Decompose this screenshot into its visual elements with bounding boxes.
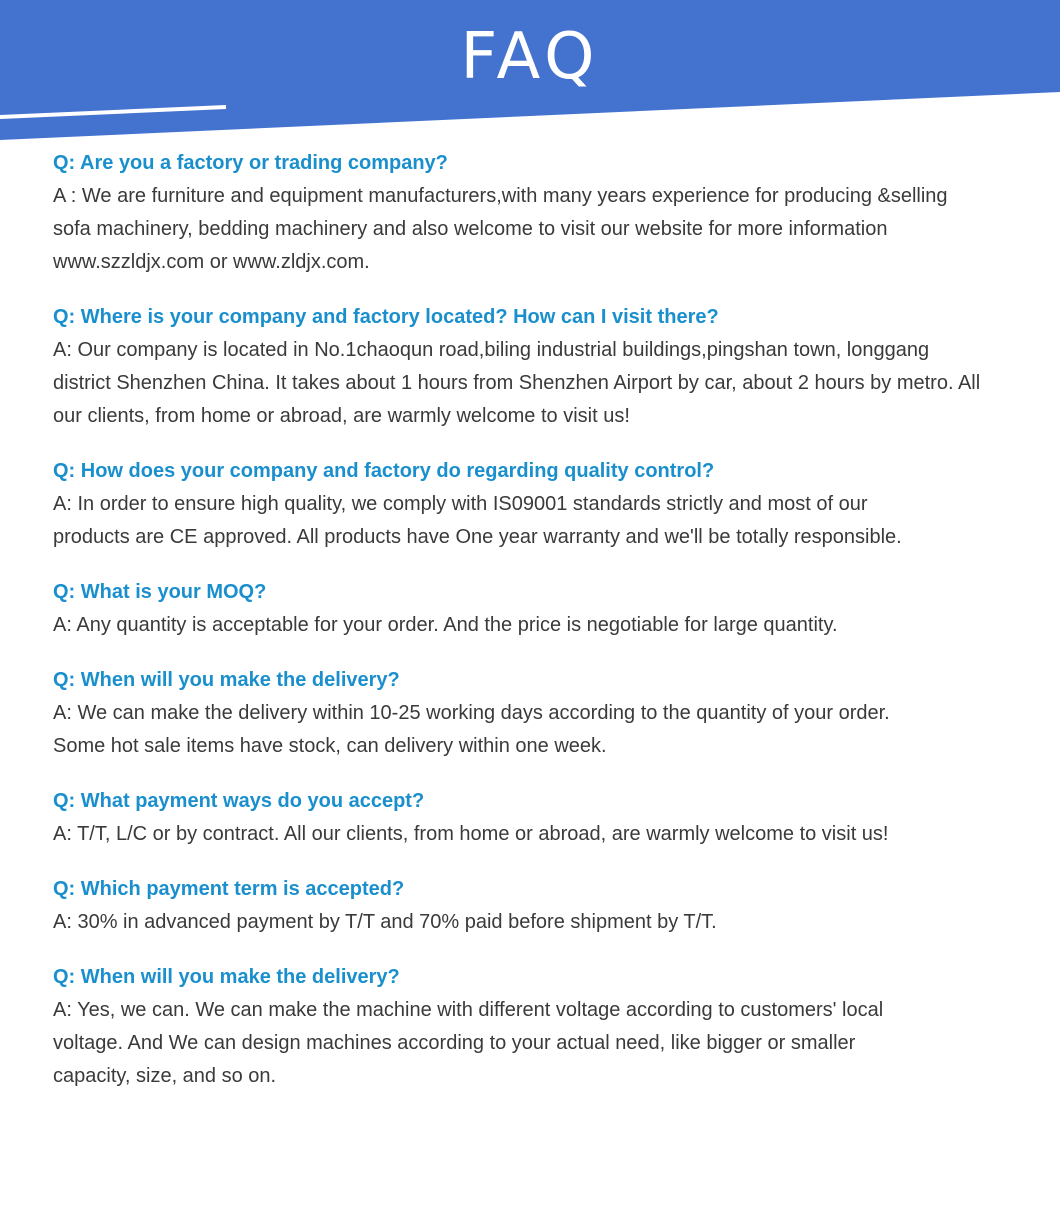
faq-answer: A: 30% in advanced payment by T/T and 70% paid before shipment by T/T. (53, 911, 717, 933)
faq-item (53, 301, 1013, 433)
faq-question: Q: How does your company and factory do regarding quality control? (53, 460, 715, 482)
faq-answer: A: We can make the delivery within 10-25 working days according to the quantity of your order. Some hot sale items have stock, can delivery within one week. (53, 702, 890, 757)
faq-item (53, 455, 1013, 554)
faq-item (53, 961, 1013, 1093)
faq-item (53, 576, 1013, 642)
faq-item (53, 664, 1013, 763)
faq-answer: A : We are furniture and equipment manufacturers,with many years experience for producing &selling sofa machinery, bedding machinery and also welcome to visit our website for more information www.szzldjx.com or www.zldjx.com. (53, 185, 948, 273)
faq-item (53, 785, 1013, 851)
faq-question: Q: Where is your company and factory located? How can I visit there? (53, 306, 719, 328)
faq-item (53, 873, 1013, 939)
faq-item (53, 147, 1013, 279)
faq-answer: A: Our company is located in No.1chaoqun road,biling industrial buildings,pingshan town, longgang district Shenzhen China. It takes about 1 hours from Shenzhen Airport by car, about 2 hours by metro. All our clients, from home or abroad, are warmly welcome to visit us! (53, 339, 981, 427)
faq-list (53, 147, 1013, 1115)
faq-answer: A: In order to ensure high quality, we comply with IS09001 standards strictly and most of our products are CE approved. All products have One year warranty and we'll be totally responsible. (53, 493, 902, 548)
faq-question: Q: Are you a factory or trading company? (53, 152, 448, 174)
faq-question: Q: What is your MOQ? (53, 581, 267, 603)
faq-question: Q: What payment ways do you accept? (53, 790, 425, 812)
faq-answer: A: T/T, L/C or by contract. All our clients, from home or abroad, are warmly welcome to visit us! (53, 823, 889, 845)
page-title: FAQ (460, 20, 600, 94)
faq-question: Q: When will you make the delivery? (53, 669, 400, 691)
faq-header-banner (0, 0, 1060, 150)
faq-question: Q: When will you make the delivery? (53, 966, 400, 988)
faq-answer: A: Any quantity is acceptable for your order. And the price is negotiable for large quantity. (53, 614, 838, 636)
faq-question: Q: Which payment term is accepted? (53, 878, 405, 900)
faq-answer: A: Yes, we can. We can make the machine with different voltage according to customers' local voltage. And We can design machines according to your actual need, like bigger or smaller capacity, size, and so on. (53, 999, 884, 1087)
